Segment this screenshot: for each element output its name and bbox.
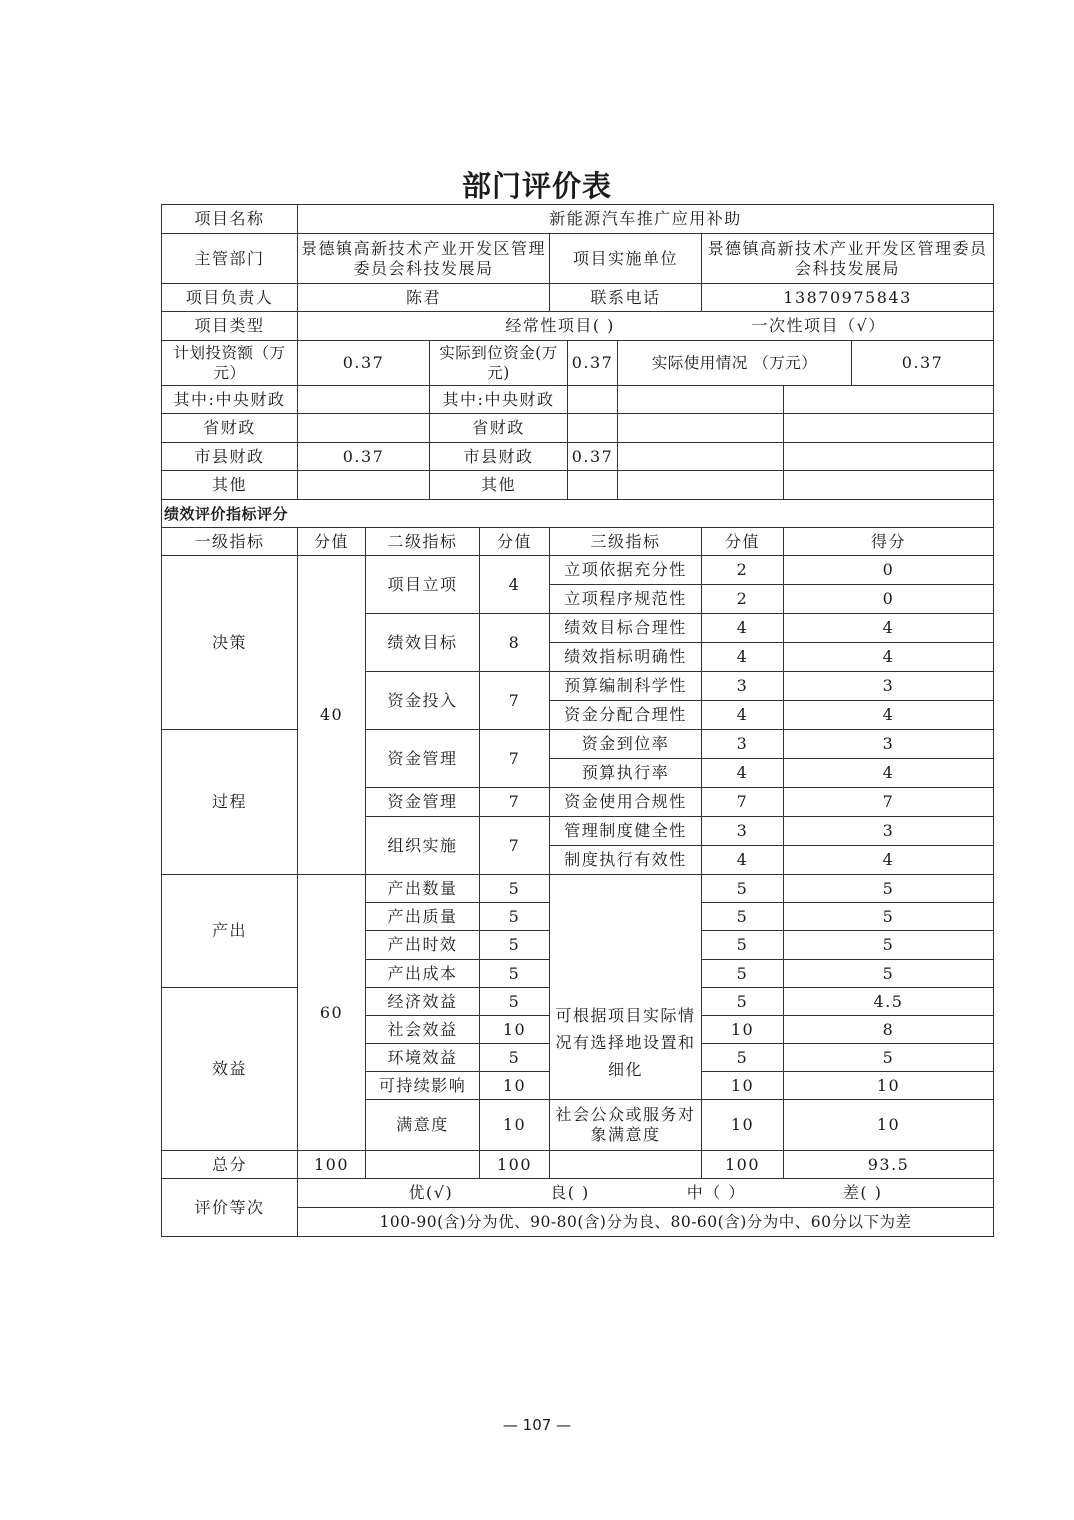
level3-score: 5 — [702, 931, 784, 960]
type-once: 一次性项目（√） — [751, 316, 886, 335]
fund-source-blank — [784, 386, 994, 414]
result-score: 8 — [784, 1016, 994, 1044]
total-score-1: 100 — [298, 1151, 366, 1179]
result-score: 0 — [784, 585, 994, 614]
level2-item: 资金管理 — [366, 788, 480, 817]
level2-item: 产出质量 — [366, 903, 480, 931]
level3-item: 资金使用合规性 — [550, 788, 702, 817]
level2-score: 5 — [480, 931, 550, 960]
unit-label: 项目实施单位 — [550, 234, 702, 284]
grade-option: 良( ) — [550, 1183, 590, 1202]
result-score: 4 — [784, 643, 994, 672]
level3-item: 立项程序规范性 — [550, 585, 702, 614]
fund-source-blank — [784, 443, 994, 471]
header-score: 分值 — [702, 528, 784, 556]
fund-source-plan — [298, 414, 430, 443]
header-level2: 二级指标 — [366, 528, 480, 556]
level3-score: 10 — [702, 1072, 784, 1100]
actual-value: 0.37 — [568, 341, 618, 386]
level3-item: 制度执行有效性 — [550, 846, 702, 875]
fund-source-label: 省财政 — [162, 414, 298, 443]
header-level3: 三级指标 — [550, 528, 702, 556]
level2-score: 5 — [480, 1044, 550, 1072]
result-score: 4 — [784, 614, 994, 643]
fund-source-actual: 0.37 — [568, 443, 618, 471]
header-score: 分值 — [480, 528, 550, 556]
level2-item: 环境效益 — [366, 1044, 480, 1072]
result-score: 5 — [784, 931, 994, 960]
level2-item: 社会效益 — [366, 1016, 480, 1044]
fund-source-label: 市县财政 — [162, 443, 298, 471]
result-score: 5 — [784, 903, 994, 931]
evaluation-table — [161, 204, 994, 1237]
fund-source-label2: 省财政 — [430, 414, 568, 443]
level2-score: 8 — [480, 614, 550, 672]
level2-item: 产出数量 — [366, 875, 480, 903]
fund-source-actual — [568, 386, 618, 414]
level3-score: 3 — [702, 730, 784, 759]
fund-source-actual — [568, 471, 618, 500]
level3-score: 4 — [702, 701, 784, 730]
level1-process: 过程 — [162, 730, 298, 875]
level1-score-60: 60 — [298, 875, 366, 1151]
level3-item — [550, 1100, 702, 1151]
result-score: 10 — [784, 1072, 994, 1100]
page-title: 部门评价表 — [461, 169, 612, 203]
level2-item: 绩效目标 — [366, 614, 480, 672]
result-score: 7 — [784, 788, 994, 817]
fund-source-label2: 其中:中央财政 — [430, 386, 568, 414]
used-value: 0.37 — [852, 341, 994, 386]
total-score-3: 100 — [702, 1151, 784, 1179]
level2-item: 项目立项 — [366, 556, 480, 614]
level3-item: 绩效指标明确性 — [550, 643, 702, 672]
level2-item: 产出时效 — [366, 931, 480, 960]
fund-source-blank — [784, 471, 994, 500]
type-regular: 经常性项目( ) — [505, 316, 615, 335]
fund-source-blank — [618, 471, 784, 500]
plan-value: 0.37 — [298, 341, 430, 386]
grade-option: 中（ ） — [686, 1183, 746, 1202]
level1-output: 产出 — [162, 875, 298, 988]
level3-note — [550, 875, 702, 1100]
level3-item: 预算编制科学性 — [550, 672, 702, 701]
fund-source-blank — [618, 414, 784, 443]
project-name: 新能源汽车推广应用补助 — [298, 205, 994, 234]
result-score: 3 — [784, 817, 994, 846]
result-score: 4 — [784, 846, 994, 875]
level2-score: 7 — [480, 730, 550, 788]
total-blank — [366, 1151, 480, 1179]
level3-score: 3 — [702, 672, 784, 701]
actual-label: 实际到位资金(万元) — [430, 341, 568, 386]
type-label: 项目类型 — [162, 312, 298, 341]
result-score: 5 — [784, 960, 994, 988]
grade-label: 评价等次 — [162, 1179, 298, 1237]
level3-score: 10 — [702, 1016, 784, 1044]
unit-value: 景德镇高新技术产业开发区管理委员会科技发展局 — [702, 234, 994, 284]
level3-score: 10 — [702, 1100, 784, 1151]
level2-score: 10 — [480, 1072, 550, 1100]
fund-source-blank — [618, 443, 784, 471]
level2-score: 7 — [480, 672, 550, 730]
level2-item: 可持续影响 — [366, 1072, 480, 1100]
fund-source-actual — [568, 414, 618, 443]
level2-score: 10 — [480, 1016, 550, 1044]
leader-label: 项目负责人 — [162, 284, 298, 312]
result-score: 4 — [784, 759, 994, 788]
result-score: 3 — [784, 730, 994, 759]
level3-score: 7 — [702, 788, 784, 817]
level3-item: 立项依据充分性 — [550, 556, 702, 585]
level2-score: 5 — [480, 903, 550, 931]
result-score: 10 — [784, 1100, 994, 1151]
level3-item: 资金分配合理性 — [550, 701, 702, 730]
level3-score: 2 — [702, 585, 784, 614]
level3-score: 5 — [702, 988, 784, 1016]
level2-item: 经济效益 — [366, 988, 480, 1016]
level3-item: 绩效目标合理性 — [550, 614, 702, 643]
header-level1: 一级指标 — [162, 528, 298, 556]
level2-score: 5 — [480, 960, 550, 988]
level2-score: 7 — [480, 788, 550, 817]
fund-source-label: 其中:中央财政 — [162, 386, 298, 414]
fund-source-plan — [298, 471, 430, 500]
grade-options — [298, 1179, 994, 1208]
result-score: 5 — [784, 1044, 994, 1072]
level2-item: 产出成本 — [366, 960, 480, 988]
plan-label: 计划投资额（万元） — [162, 341, 298, 386]
level3-score: 4 — [702, 643, 784, 672]
total-result: 93.5 — [784, 1151, 994, 1179]
leader-value: 陈君 — [298, 284, 550, 312]
page-number: — 107 — — [502, 1416, 572, 1434]
level2-score: 10 — [480, 1100, 550, 1151]
level1-benefit: 效益 — [162, 988, 298, 1151]
level3-score: 4 — [702, 614, 784, 643]
level2-score: 7 — [480, 817, 550, 875]
section-heading: 绩效评价指标评分 — [162, 500, 994, 528]
level2-score: 4 — [480, 556, 550, 614]
fund-source-label: 其他 — [162, 471, 298, 500]
grade-option: 差( ) — [842, 1183, 883, 1202]
level3-item-text: 社会公众或服务对象满意度 — [555, 1105, 696, 1144]
fund-source-label2: 其他 — [430, 471, 568, 500]
header-result: 得分 — [784, 528, 994, 556]
level3-item: 预算执行率 — [550, 759, 702, 788]
fund-source-plan — [298, 386, 430, 414]
project-name-label: 项目名称 — [162, 205, 298, 234]
level3-score: 5 — [702, 1044, 784, 1072]
dept-value: 景德镇高新技术产业开发区管理委员会科技发展局 — [298, 234, 550, 284]
level3-score: 2 — [702, 556, 784, 585]
fund-source-plan: 0.37 — [298, 443, 430, 471]
level1-score-40: 40 — [298, 556, 366, 875]
level2-item: 组织实施 — [366, 817, 480, 875]
fund-source-blank — [618, 386, 784, 414]
phone-value: 13870975843 — [702, 284, 994, 312]
result-score: 5 — [784, 875, 994, 903]
level2-score: 5 — [480, 875, 550, 903]
header-score: 分值 — [298, 528, 366, 556]
phone-label: 联系电话 — [550, 284, 702, 312]
level3-item: 管理制度健全性 — [550, 817, 702, 846]
level3-score: 5 — [702, 903, 784, 931]
fund-source-blank — [784, 414, 994, 443]
level1-decision: 决策 — [162, 556, 298, 730]
grade-rule: 100-90(含)分为优、90-80(含)分为良、80-60(含)分为中、60分以下为差 — [298, 1208, 994, 1237]
result-score: 4 — [784, 701, 994, 730]
total-blank — [550, 1151, 702, 1179]
level3-score: 4 — [702, 846, 784, 875]
fund-source-label2: 市县财政 — [430, 443, 568, 471]
total-score-2: 100 — [480, 1151, 550, 1179]
level2-item: 资金管理 — [366, 730, 480, 788]
level3-score: 5 — [702, 960, 784, 988]
level3-score: 4 — [702, 759, 784, 788]
level2-score: 5 — [480, 988, 550, 1016]
level3-score: 5 — [702, 875, 784, 903]
level2-item: 资金投入 — [366, 672, 480, 730]
dept-label: 主管部门 — [162, 234, 298, 284]
type-options — [298, 312, 994, 341]
level3-note-text: 可根据项目实际情况有选择地设置和细化 — [555, 1005, 696, 1079]
level2-item: 满意度 — [366, 1100, 480, 1151]
result-score: 0 — [784, 556, 994, 585]
result-score: 3 — [784, 672, 994, 701]
result-score: 4.5 — [784, 988, 994, 1016]
used-label: 实际使用情况 （万元） — [618, 341, 852, 386]
level3-item: 资金到位率 — [550, 730, 702, 759]
grade-option: 优(√) — [408, 1183, 454, 1202]
total-label: 总分 — [162, 1151, 298, 1179]
level3-score: 3 — [702, 817, 784, 846]
